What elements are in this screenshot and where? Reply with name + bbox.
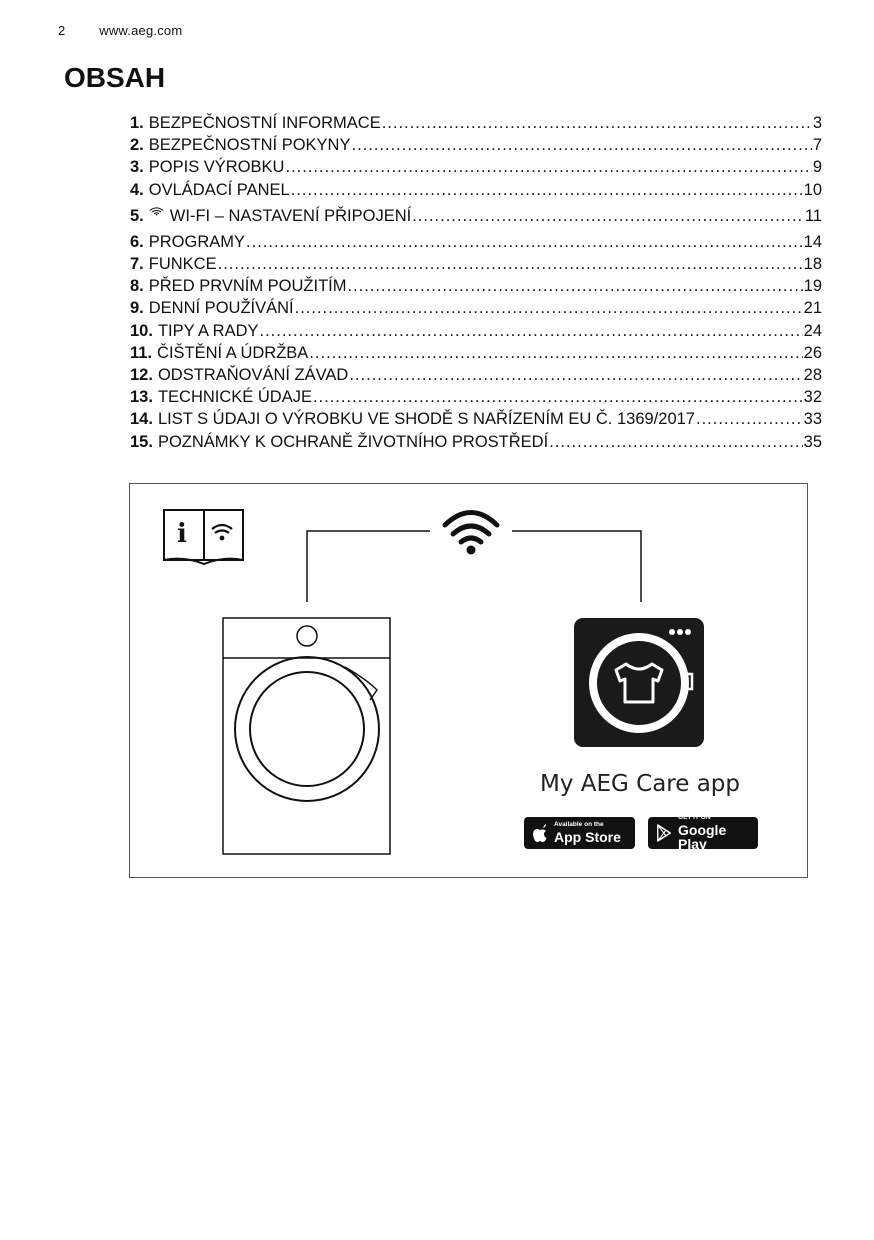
toc-dot-leader — [309, 342, 802, 364]
toc-entry[interactable] — [130, 112, 822, 134]
toc-entry-page: 3 — [812, 114, 822, 132]
toc-entry-page: 9 — [812, 158, 822, 177]
toc-entry-label: POPIS VÝROBKU — [148, 158, 285, 177]
table-of-contents — [130, 112, 822, 453]
toc-dot-leader — [218, 253, 803, 275]
toc-dot-leader — [549, 431, 802, 453]
toc-entry-number: 9. — [130, 299, 144, 318]
toc-entry-number: 8. — [130, 277, 144, 296]
apple-icon — [532, 824, 548, 843]
toc-entry-label: WI-FI – NASTAVENÍ PŘIPOJENÍ — [169, 206, 412, 225]
toc-entry-page: 32 — [803, 388, 822, 407]
toc-entry-page: 18 — [803, 255, 822, 274]
wifi-icon — [149, 201, 164, 221]
toc-dot-leader — [412, 202, 804, 231]
app-store-small-text: Available on the — [554, 821, 604, 829]
connector-left — [307, 531, 430, 602]
toc-entry-label: DENNÍ POUŽÍVÁNÍ — [148, 299, 294, 318]
connectivity-diagram — [129, 483, 808, 878]
toc-entry-number: 4. — [130, 180, 144, 199]
toc-entry[interactable] — [130, 342, 822, 364]
toc-entry-page: 10 — [803, 180, 822, 199]
toc-entry[interactable] — [130, 386, 822, 408]
toc-entry[interactable] — [130, 297, 822, 319]
toc-entry[interactable] — [130, 253, 822, 275]
page-header — [58, 23, 182, 38]
toc-entry[interactable] — [130, 364, 822, 386]
toc-entry-label: ČIŠTĚNÍ A ÚDRŽBA — [157, 343, 309, 362]
toc-entry-page: 21 — [803, 299, 822, 318]
page-title: OBSAH — [64, 62, 166, 93]
toc-entry-number: 5. — [130, 206, 144, 225]
google-play-label: Google Play — [678, 821, 727, 852]
toc-entry-label: TECHNICKÉ ÚDAJE — [157, 388, 312, 407]
toc-dot-leader — [382, 112, 812, 134]
app-caption: My AEG Care app — [539, 771, 741, 797]
toc-entry[interactable] — [130, 275, 822, 297]
toc-entry-number: 10. — [130, 321, 153, 340]
toc-entry-number: 14. — [130, 410, 153, 429]
google-play-badge[interactable] — [648, 814, 758, 852]
manual-info-wifi-icon — [164, 510, 243, 564]
toc-entry-label: LIST S ÚDAJI O VÝROBKU VE SHODĚ S NAŘÍZENÍM EU Č. 1369/2017 — [157, 410, 695, 429]
toc-entry-page: 26 — [803, 343, 822, 362]
toc-entry-page: 28 — [803, 366, 822, 385]
wifi-icon — [445, 513, 497, 555]
toc-entry[interactable] — [130, 134, 822, 156]
page-number: 2 — [58, 23, 66, 38]
toc-dot-leader — [285, 156, 811, 178]
toc-entry[interactable] — [130, 201, 822, 231]
app-store-label: App Store — [554, 828, 621, 845]
toc-dot-leader — [246, 231, 803, 253]
toc-dot-leader — [347, 275, 802, 297]
toc-entry-label: POZNÁMKY K OCHRANĚ ŽIVOTNÍHO PROSTŘEDÍ — [157, 432, 549, 451]
toc-entry-page: 19 — [803, 277, 822, 296]
washing-machine-icon — [223, 618, 390, 854]
toc-dot-leader — [291, 179, 803, 201]
toc-entry-number: 6. — [130, 232, 144, 251]
google-play-small-text: GET IT ON — [678, 814, 711, 822]
toc-entry[interactable] — [130, 320, 822, 342]
toc-entry-number: 11. — [130, 343, 153, 362]
toc-entry-label: BEZPEČNOSTNÍ INFORMACE — [148, 114, 381, 132]
toc-dot-leader — [260, 320, 803, 342]
toc-entry-label: FUNKCE — [148, 255, 217, 274]
toc-entry-page: 7 — [812, 136, 822, 155]
toc-entry-label: BEZPEČNOSTNÍ POKYNY — [148, 136, 351, 155]
care-app-icon — [574, 618, 704, 747]
toc-entry-page: 35 — [803, 432, 822, 451]
app-store-badge[interactable] — [524, 817, 635, 849]
toc-entry-label: PROGRAMY — [148, 232, 246, 251]
toc-dot-leader — [349, 364, 802, 386]
toc-entry-number: 3. — [130, 158, 144, 177]
toc-entry[interactable] — [130, 156, 822, 178]
toc-entry[interactable] — [130, 231, 822, 253]
toc-entry-label: PŘED PRVNÍM POUŽITÍM — [148, 277, 347, 296]
toc-entry-number: 7. — [130, 255, 144, 274]
website-url[interactable]: www.aeg.com — [99, 23, 183, 38]
toc-entry-page: 11 — [804, 206, 822, 225]
connector-right — [512, 531, 641, 602]
toc-entry-number: 12. — [130, 366, 153, 385]
toc-dot-leader — [351, 134, 811, 156]
toc-dot-leader — [313, 386, 803, 408]
toc-entry-page: 14 — [803, 232, 822, 251]
toc-entry-label: TIPY A RADY — [157, 321, 259, 340]
toc-entry-number: 15. — [130, 432, 153, 451]
toc-entry-label: ODSTRAŇOVÁNÍ ZÁVAD — [157, 366, 349, 385]
svg-text:i: i — [177, 519, 187, 549]
toc-entry-number: 1. — [130, 114, 144, 132]
toc-entry[interactable] — [130, 179, 822, 201]
toc-entry[interactable] — [130, 408, 822, 430]
toc-entry-page: 33 — [803, 410, 822, 429]
google-play-icon — [656, 823, 672, 843]
toc-entry-label: OVLÁDACÍ PANEL — [148, 180, 290, 199]
toc-dot-leader — [295, 297, 803, 319]
toc-dot-leader — [696, 408, 803, 430]
toc-entry-number: 2. — [130, 136, 144, 155]
toc-entry-number: 13. — [130, 388, 153, 407]
toc-entry[interactable] — [130, 431, 822, 453]
toc-entry-page: 24 — [803, 321, 822, 340]
